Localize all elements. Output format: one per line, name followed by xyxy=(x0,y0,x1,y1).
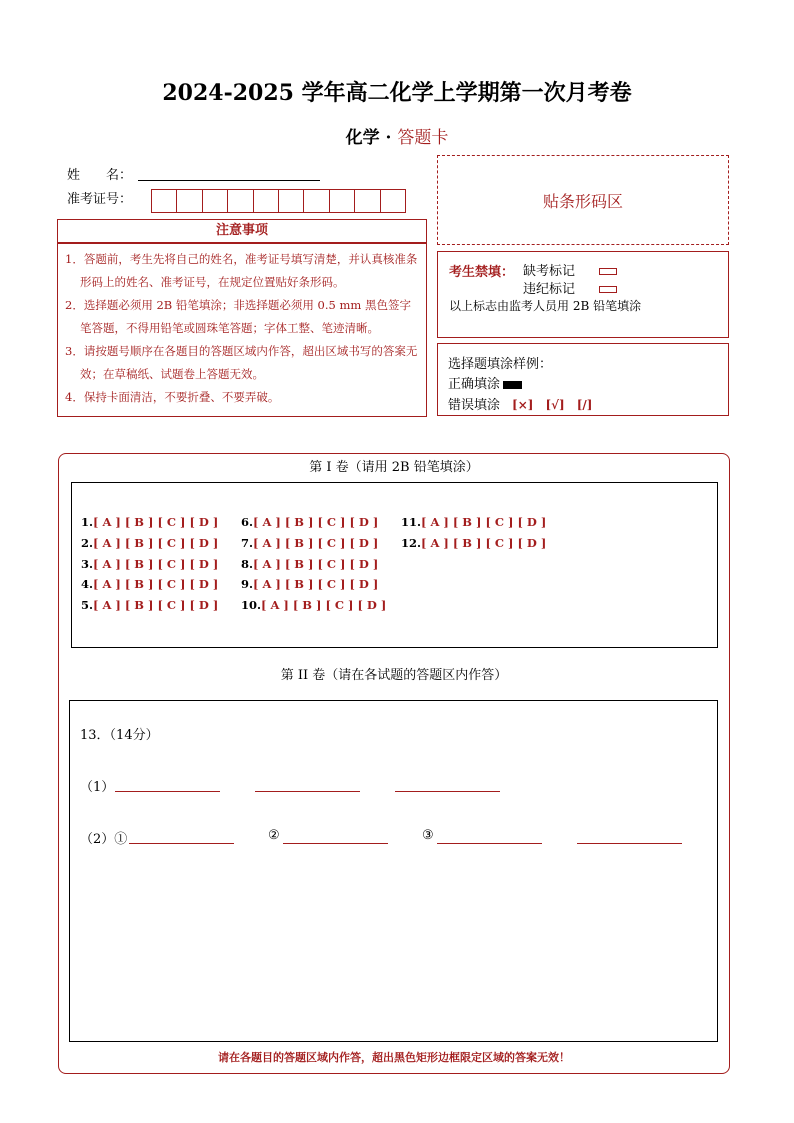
id-digit-box[interactable] xyxy=(278,189,304,213)
mc-question[interactable]: 6.[ A ] [ B ] [ C ] [ D ] xyxy=(241,515,379,529)
exam-id-boxes[interactable] xyxy=(151,189,405,213)
violation-label: 违纪标记 xyxy=(523,282,576,297)
proctor-marks-box xyxy=(437,251,729,338)
section2-title: 第 II 卷（请在各试题的答题区内作答） xyxy=(280,668,508,683)
barcode-area xyxy=(437,155,729,245)
mc-question[interactable]: 1.[ A ] [ B ] [ C ] [ D ] xyxy=(81,515,219,529)
circle-2-label: ② xyxy=(268,828,280,843)
card-subtitle xyxy=(0,123,794,148)
notice-body xyxy=(57,243,427,417)
page-title: 2024-2025 学年高二化学上学期第一次月考卷 xyxy=(162,80,632,106)
open-answer-box[interactable] xyxy=(69,700,718,1042)
marks-heading: 考生禁填： xyxy=(449,265,515,280)
wrong-label: 错误填涂 xyxy=(448,398,501,413)
mc-question[interactable]: 7.[ A ] [ B ] [ C ] [ D ] xyxy=(241,536,379,550)
violation-mark-row xyxy=(523,278,617,297)
id-digit-box[interactable] xyxy=(227,189,253,213)
id-digit-box[interactable] xyxy=(329,189,355,213)
absent-checkbox[interactable] xyxy=(599,268,617,275)
marks-note: 以上标志由监考人员用 2B 铅笔填涂 xyxy=(449,299,642,313)
fill-example-box xyxy=(437,343,729,416)
mc-question[interactable]: 5.[ A ] [ B ] [ C ] [ D ] xyxy=(81,598,219,612)
answer-line[interactable] xyxy=(437,843,542,844)
name-field[interactable] xyxy=(138,180,320,181)
mc-question[interactable]: 3.[ A ] [ B ] [ C ] [ D ] xyxy=(81,557,219,571)
wrong-mark-check: [√] xyxy=(545,398,565,412)
notice-item: 4．保持卡面清洁，不要折叠、不要弄破。 xyxy=(65,390,280,404)
mc-question[interactable]: 2.[ A ] [ B ] [ C ] [ D ] xyxy=(81,536,219,550)
section1-title: 第 I 卷（请用 2B 铅笔填涂） xyxy=(309,460,479,475)
wrong-mark-cross: [×] xyxy=(512,398,534,412)
answer-line[interactable] xyxy=(577,843,682,844)
q13-part2-label: （2）① xyxy=(80,832,128,847)
id-digit-box[interactable] xyxy=(253,189,279,213)
wrong-mark-slash: [/] xyxy=(576,398,593,412)
footer-warning: 请在各题目的答题区域内作答，超出黑色矩形边框限定区域的答案无效！ xyxy=(218,1051,570,1064)
answer-line[interactable] xyxy=(129,843,234,844)
circle-3-label: ③ xyxy=(422,828,434,843)
wrong-example xyxy=(448,394,592,413)
notice-item: 2．选择题必须用 2B 铅笔填涂；非选择题必须用 0.5 mm 黑色签字笔答题，不得用铅笔或圆珠笔答题；字体工整、笔迹清晰。 xyxy=(65,298,411,335)
q13-part1-label: （1） xyxy=(80,780,115,795)
subtitle-answer-card: 答题卡 xyxy=(397,128,449,148)
notice-item: 3．请按题号顺序在各题目的答题区域内作答，超出区域书写的答案无效；在草稿纸、试题卷上答题无效。 xyxy=(65,344,418,381)
id-digit-box[interactable] xyxy=(380,189,406,213)
correct-example xyxy=(448,373,522,392)
id-digit-box[interactable] xyxy=(354,189,380,213)
mc-question[interactable]: 8.[ A ] [ B ] [ C ] [ D ] xyxy=(241,557,379,571)
id-label: 准考证号： xyxy=(67,192,133,207)
name-label: 姓 名： xyxy=(67,168,133,183)
mc-question[interactable]: 10.[ A ] [ B ] [ C ] [ D ] xyxy=(241,598,387,612)
id-digit-box[interactable] xyxy=(303,189,329,213)
mc-question[interactable]: 12.[ A ] [ B ] [ C ] [ D ] xyxy=(401,536,547,550)
violation-checkbox[interactable] xyxy=(599,286,617,293)
answer-line[interactable] xyxy=(115,791,220,792)
id-digit-box[interactable] xyxy=(151,189,177,213)
absent-label: 缺考标记 xyxy=(523,264,576,279)
question-13-title: 13．（14分） xyxy=(80,728,159,743)
id-digit-box[interactable] xyxy=(176,189,202,213)
filled-block-icon xyxy=(503,381,522,389)
notice-item: 1．答题前，考生先将自己的姓名，准考证号填写清楚，并认真核准条形码上的姓名、准考证号，在规定位置贴好条形码。 xyxy=(65,252,418,289)
mc-question[interactable]: 11.[ A ] [ B ] [ C ] [ D ] xyxy=(401,515,547,529)
example-heading: 选择题填涂样例： xyxy=(448,357,553,372)
id-digit-box[interactable] xyxy=(202,189,228,213)
absent-mark-row xyxy=(523,260,617,279)
correct-label: 正确填涂 xyxy=(448,377,501,392)
subtitle-subject: 化学 · xyxy=(345,128,398,148)
notice-heading: 注意事项 xyxy=(57,219,427,243)
multiple-choice-box xyxy=(71,482,718,648)
answer-line[interactable] xyxy=(283,843,388,844)
answer-line[interactable] xyxy=(395,791,500,792)
mc-question[interactable]: 9.[ A ] [ B ] [ C ] [ D ] xyxy=(241,577,379,591)
mc-question[interactable]: 4.[ A ] [ B ] [ C ] [ D ] xyxy=(81,577,219,591)
barcode-label: 贴条形码区 xyxy=(542,191,623,211)
answer-line[interactable] xyxy=(255,791,360,792)
